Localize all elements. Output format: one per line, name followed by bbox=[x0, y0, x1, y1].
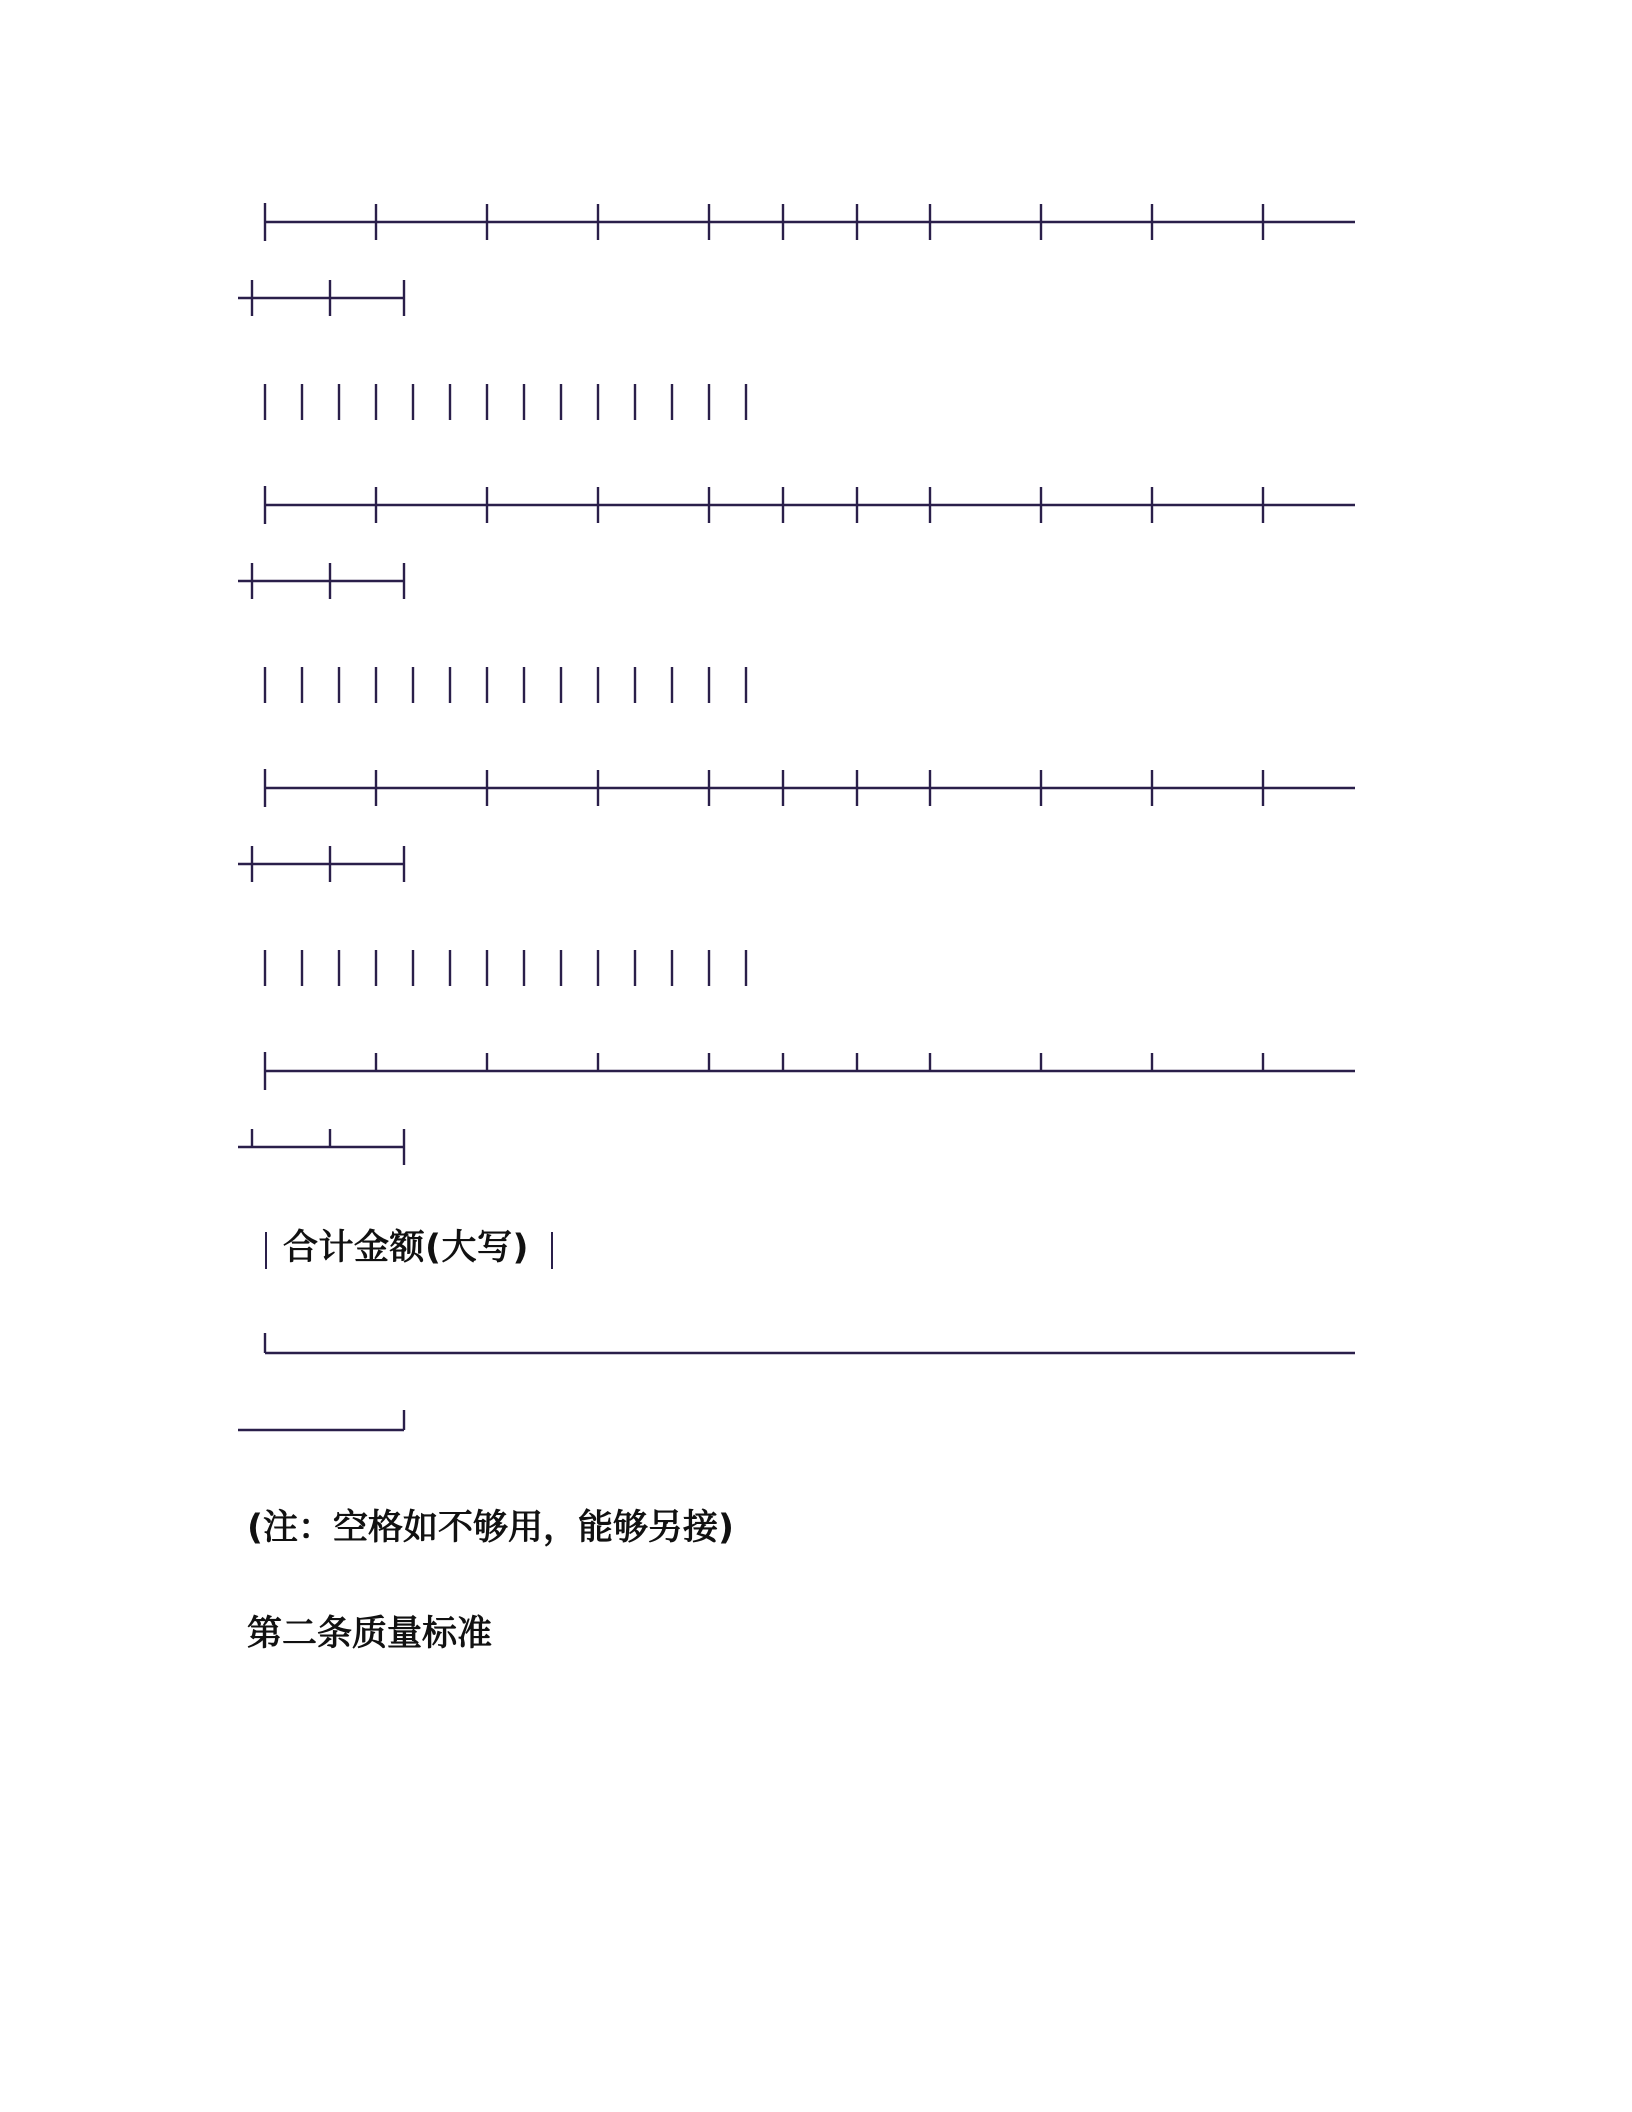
note-text: (注：空格如不够用，能够另接) bbox=[247, 1508, 734, 1548]
total-row-left-border bbox=[265, 1232, 267, 1269]
section-heading: 第二条质量标准 bbox=[247, 1614, 493, 1654]
total-amount-label: 合计金额(大写) bbox=[283, 1228, 529, 1268]
total-row-right-border bbox=[551, 1232, 553, 1269]
